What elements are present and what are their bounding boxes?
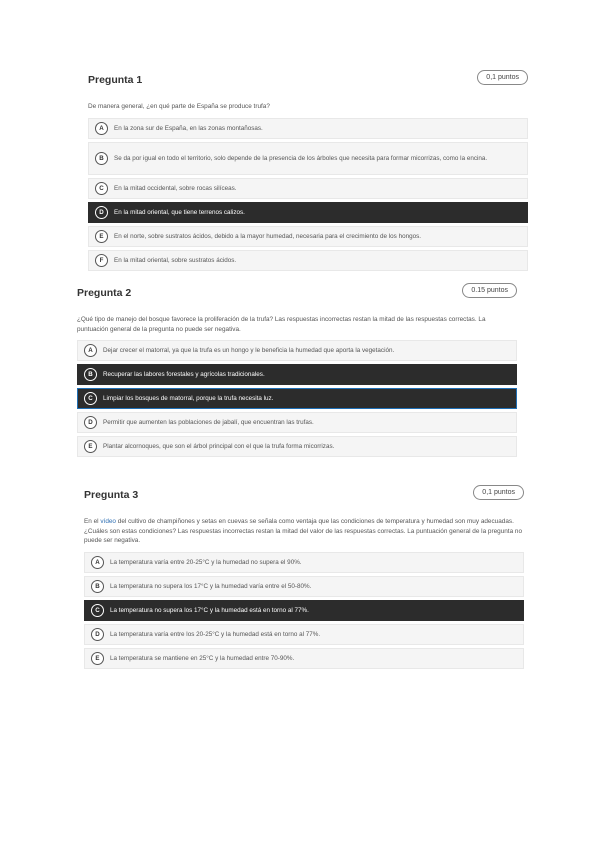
answer-option-a[interactable] (88, 118, 528, 139)
answer-option-b[interactable] (77, 364, 517, 385)
question-1 (88, 70, 528, 274)
video-link[interactable]: vídeo (100, 518, 116, 525)
option-letter: A (91, 556, 104, 569)
option-text: En el norte, sobre sustratos ácidos, debido a la mayor humedad, necesaria para el crecimiento de los hongos. (114, 232, 421, 240)
answer-option-f[interactable] (88, 250, 528, 271)
question-3 (84, 485, 524, 672)
answer-option-e[interactable] (84, 648, 524, 669)
option-letter: E (84, 440, 97, 453)
question-text: De manera general, ¿en qué parte de España se produce trufa? (88, 103, 270, 110)
points-badge: 0.15 puntos (462, 283, 517, 298)
answer-option-a[interactable] (84, 552, 524, 573)
option-letter: B (95, 152, 108, 165)
option-letter: D (95, 206, 108, 219)
question-header (88, 70, 528, 92)
option-letter: B (91, 580, 104, 593)
option-letter: C (84, 392, 97, 405)
option-letter: D (91, 628, 104, 641)
answer-option-e[interactable] (88, 226, 528, 247)
option-text: En la mitad oriental, sobre sustratos ácidos. (114, 256, 237, 264)
option-text: En la zona sur de España, en las zonas montañosas. (114, 124, 263, 132)
question-2 (77, 283, 517, 460)
points-badge: 0,1 puntos (473, 485, 524, 500)
option-letter: B (84, 368, 97, 381)
answer-option-e[interactable] (77, 436, 517, 457)
option-text: Permitir que aumenten las poblaciones de jabalí, que encuentran las trufas. (103, 419, 314, 426)
points-badge: 0,1 puntos (477, 70, 528, 85)
question-title: Pregunta 3 (84, 489, 139, 501)
answer-option-b[interactable] (84, 576, 524, 597)
option-text: Se da por igual en todo el territorio, solo depende de la presencia de los árboles que necesita para formar micorrizas, como la encina. (114, 154, 488, 162)
question-text-body: del cultivo de champiñones y setas en cuevas se señala como ventaja que las condiciones de temperatura y humedad son muy adecuadas. ¿Cuáles son estas condiciones? Las respuestas incorrectas restan la mitad del valor de las respuestas correctas. La puntuación general de la pregunta no puede ser negativa. (84, 518, 523, 544)
question-header (84, 485, 524, 507)
answer-option-c[interactable] (88, 178, 528, 199)
option-text: Limpiar los bosques de matorral, porque la trufa necesita luz. (103, 395, 274, 402)
option-text: La temperatura no supera los 17°C y la humedad varía entre el 50-80%. (110, 582, 312, 590)
answer-option-d[interactable] (77, 412, 517, 433)
option-letter: F (95, 254, 108, 267)
option-text: La temperatura se mantiene en 25°C y la humedad entre 70-90%. (110, 654, 295, 662)
option-text: Recuperar las labores forestales y agrícolas tradicionales. (103, 371, 265, 378)
question-text: ¿Qué tipo de manejo del bosque favorece la proliferación de la trufa? Las respuestas incorrectas restan la mitad de las respuestas correctas. La puntuación general de la pregunta no puede ser negativa. (77, 316, 486, 333)
answer-option-d[interactable] (84, 624, 524, 645)
option-letter: A (84, 344, 97, 357)
option-text: La temperatura varía entre los 20-25°C y la humedad está en torno al 77%. (110, 630, 321, 638)
question-text-intro: En el (84, 518, 101, 525)
option-text: La temperatura no supera los 17°C y la humedad está en torno al 77%. (110, 606, 309, 614)
option-letter: C (95, 182, 108, 195)
option-letter: A (95, 122, 108, 135)
option-text: Dejar crecer el matorral, ya que la trufa es un hongo y le beneficia la humedad que aporta la vegetación. (103, 347, 395, 354)
option-text: En la mitad occidental, sobre rocas silíceas. (114, 184, 237, 192)
question-text (84, 517, 524, 546)
question-header (77, 283, 517, 305)
option-letter: E (95, 230, 108, 243)
option-letter: C (91, 604, 104, 617)
question-title: Pregunta 1 (88, 74, 143, 86)
answer-option-b[interactable] (88, 142, 528, 175)
option-text: Plantar alcornoques, que son el árbol principal con el que la trufa forma micorrizas. (103, 443, 335, 450)
answer-option-c[interactable] (77, 388, 517, 409)
option-letter: E (91, 652, 104, 665)
question-title: Pregunta 2 (77, 287, 132, 299)
answer-option-c[interactable] (84, 600, 524, 621)
option-letter: D (84, 416, 97, 429)
option-text: En la mitad oriental, que tiene terrenos calizos. (114, 208, 245, 216)
answer-option-d[interactable] (88, 202, 528, 223)
answer-option-a[interactable] (77, 340, 517, 361)
option-text: La temperatura varía entre 20-25°C y la humedad no supera el 90%. (110, 558, 302, 566)
